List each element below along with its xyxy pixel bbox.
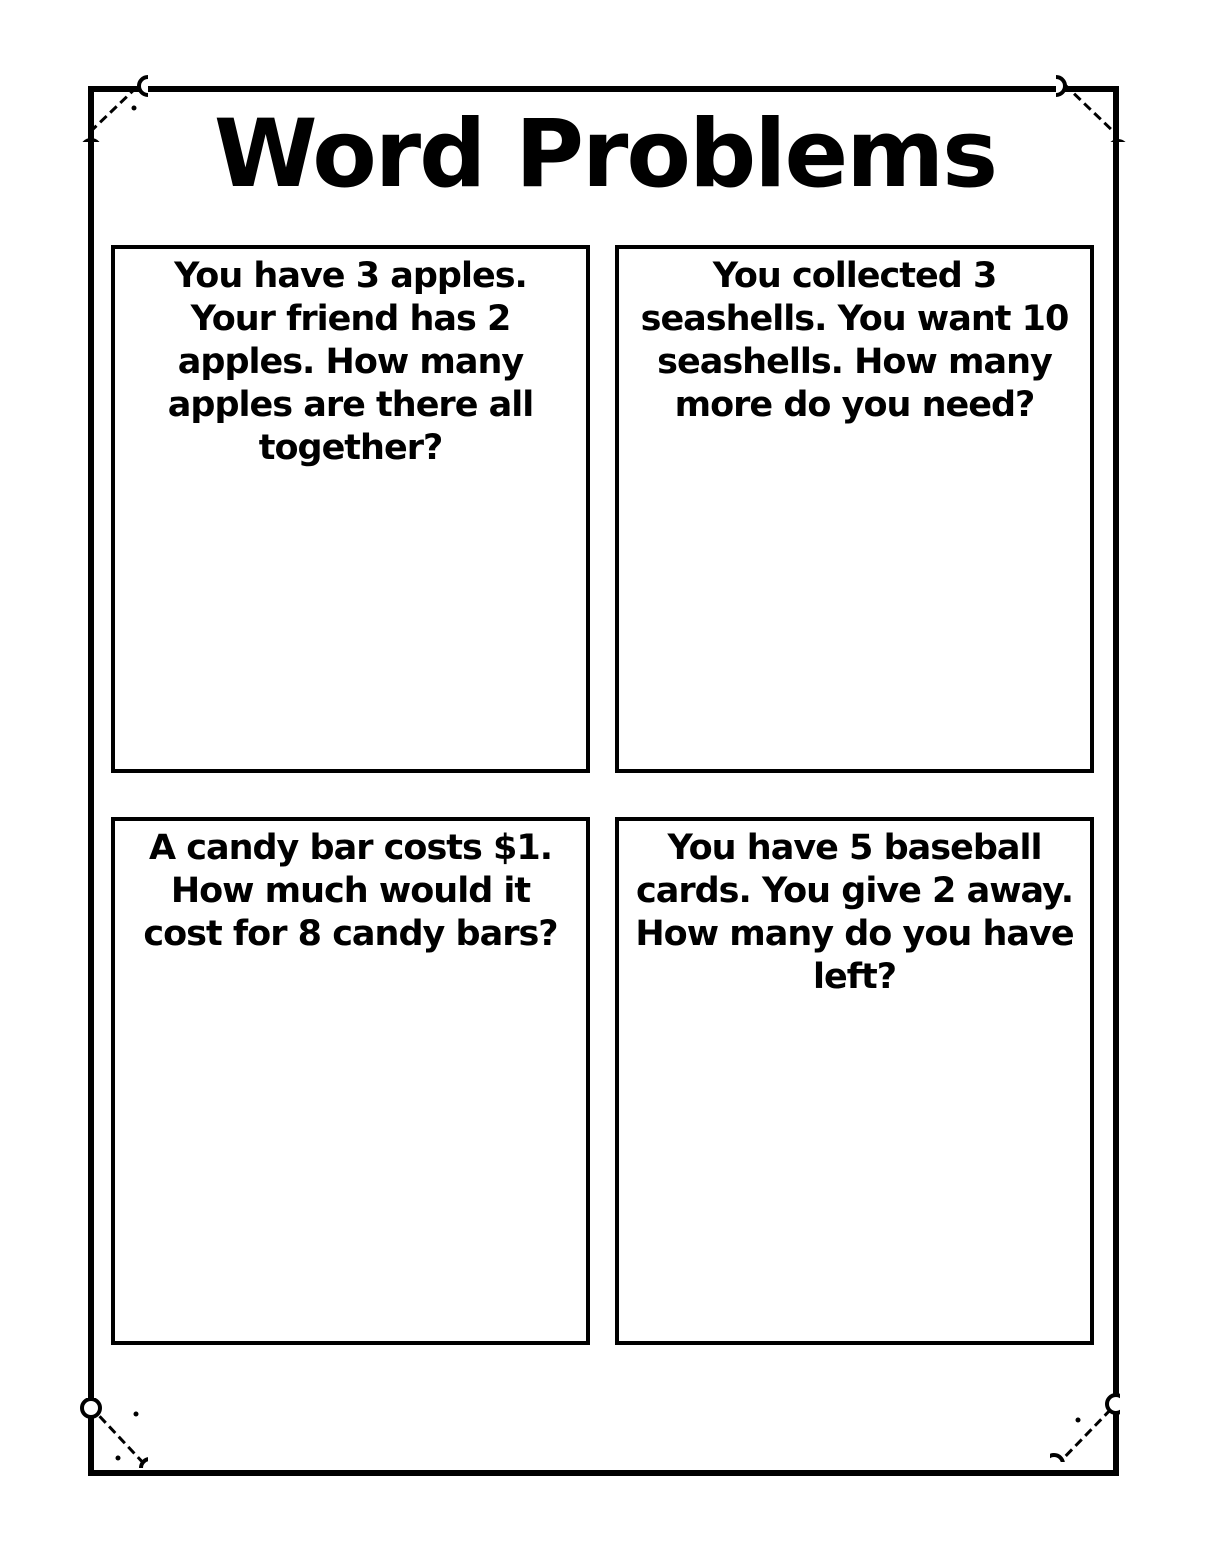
page-title: Word Problems	[213, 100, 997, 209]
problem-text: You have 3 apples. Your friend has 2 apples. How many apples are there all together?	[167, 256, 534, 468]
problem-box[interactable]	[111, 817, 590, 1345]
problem-box[interactable]	[111, 245, 590, 773]
problem-text: You collected 3 seashells. You want 10 seashells. How many more do you need?	[640, 256, 1069, 425]
problem-box[interactable]	[615, 245, 1094, 773]
problem-text: You have 5 baseball cards. You give 2 away. How many do you have left?	[635, 828, 1074, 997]
problem-text: A candy bar costs $1. How much would it cost for 8 candy bars?	[143, 828, 558, 954]
problem-box[interactable]	[615, 817, 1094, 1345]
corner-bottom-left-icon	[78, 1398, 148, 1468]
corner-bottom-right-icon	[1050, 1392, 1120, 1462]
